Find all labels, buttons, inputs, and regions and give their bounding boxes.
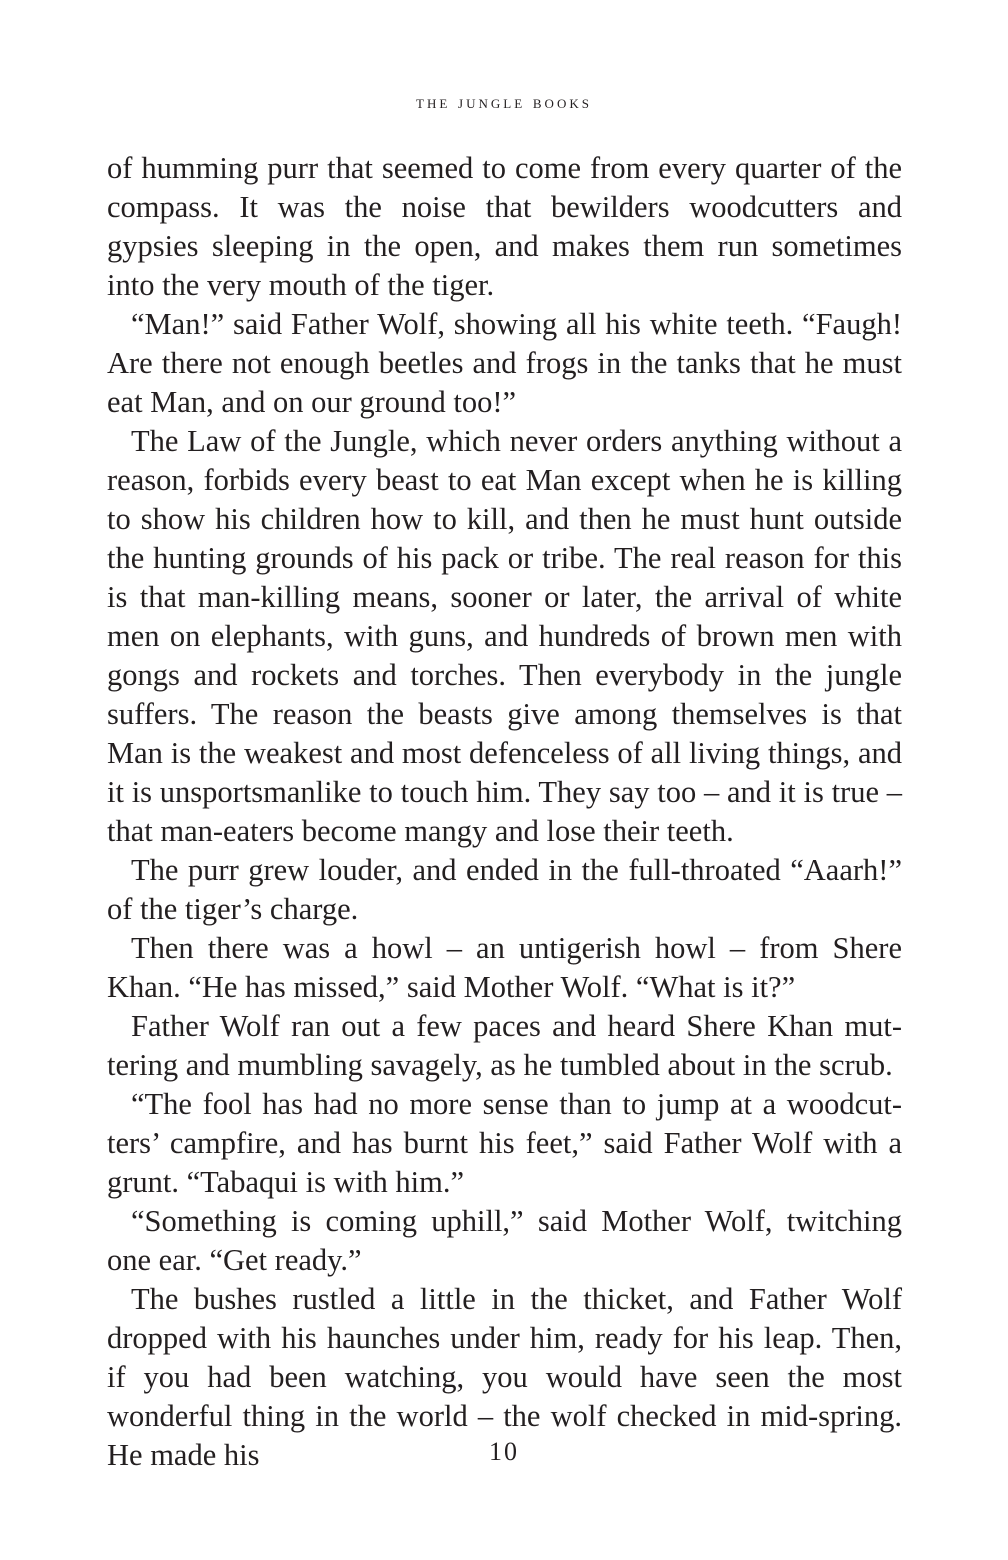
paragraph: The bushes rustled a little in the thicket, and Father Wolf dropped with his haunches under him, ready for his leap. Then, if you had been watching, you would have seen the most wonderful thing in the world – the wolf checked in mid-spring. He made his [107,1282,902,1472]
paragraph: The purr grew louder, and ended in the full-throated “Aaarh!” of the tiger’s charge. [107,853,902,926]
paragraph: Father Wolf ran out a few paces and heard Shere Khan muttering and mumbling savagely, as he tumbled about in the scrub. [107,1009,902,1082]
body-text [107,149,902,1475]
paragraph: The Law of the Jungle, which never orders anything without a reason, forbids every beast to eat Man except when he is killing to show his children how to kill, and then he must hunt outside the hunting grounds of his pack or tribe. The real reason for this is that man-killing means, sooner or later, the arrival of white men on elephants, with guns, and hundreds of brown men with gongs and rockets and torches. Then everybody in the jungle suffers. The reason the beasts give among themselves is that Man is the weakest and most defenceless of all living things, and it is unsportsmanlike to touch him. They say too – and it is true – that man-eaters become mangy and lose their teeth. [107,424,902,848]
paragraph: “Something is coming uphill,” said Mother Wolf, twitching one ear. “Get ready.” [107,1204,902,1277]
page-number: 10 [489,1437,519,1466]
paragraph: Then there was a howl – an untigerish howl – from Shere Khan. “He has missed,” said Mother Wolf. “What is it?” [107,931,902,1004]
paragraph: of humming purr that seemed to come from every quarter of the compass. It was the noise that bewilders woodcutters and gypsies sleeping in the open, and makes them run sometimes into the very mouth of the tiger. [107,151,902,302]
running-head: the jungle books [416,92,592,113]
paragraph: “The fool has had no more sense than to jump at a woodcutters’ campfire, and has burnt his feet,” said Father Wolf with a grunt. “Tabaqui is with him.” [107,1087,902,1199]
paragraph: “Man!” said Father Wolf, showing all his white teeth. “Faugh! Are there not enough beetles and frogs in the tanks that he must eat Man, and on our ground too!” [107,307,902,419]
